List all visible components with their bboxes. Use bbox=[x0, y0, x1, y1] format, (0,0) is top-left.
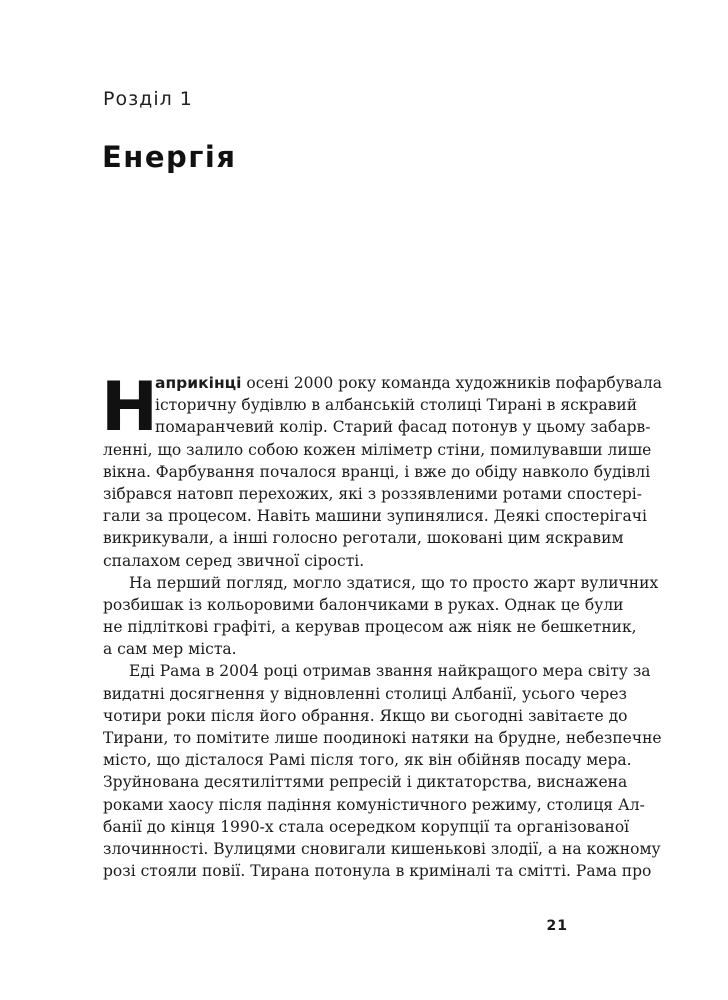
lead-word: априкінці bbox=[155, 374, 242, 392]
text-line: Тирани, то помітите лише поодинокі натяки на брудне, небезпечне bbox=[103, 729, 662, 747]
text-line: вікна. Фарбування почалося вранці, і вже до обіду навколо будівлі bbox=[103, 462, 651, 481]
text-line: розі стояли повії. Тирана потонула в криміналі та смітті. Рама про bbox=[103, 862, 652, 881]
text-line: місто, що дісталося Рамі після того, як він обійняв посаду мера. bbox=[103, 751, 632, 770]
text-line: злочинності. Вулицями сновигали кишенькові злодії, а на кожному bbox=[103, 839, 661, 858]
text-line-content: осені 2000 року команда художників пофарбувала bbox=[241, 374, 662, 392]
text-line: гали за процесом. Навіть машини зупинялися. Деякі спостерігачі bbox=[103, 507, 647, 526]
text-line: спалахом серед звичної сірості. bbox=[103, 551, 365, 570]
text-line: не підліткові графіті, а керував процесом аж ніяк не бешкетник, bbox=[103, 618, 637, 637]
text-line bbox=[103, 372, 662, 394]
text-line: зібрався натовп перехожих, які з роззявленими ротами спостері- bbox=[103, 484, 643, 503]
text-line: викрикували, а інші голосно реготали, шоковані цим яскравим bbox=[103, 529, 624, 548]
chapter-label: Розділ 1 bbox=[103, 88, 193, 110]
text-line: банії до кінця 1990-х стала осередком корупції та організованої bbox=[103, 817, 630, 836]
text-line: помаранчевий колір. Старий фасад потонув у цьому забарв- bbox=[155, 418, 651, 437]
text-line: Зруйнована десятиліттями репресій і диктаторства, виснажена bbox=[103, 773, 628, 792]
text-line: історичну будівлю в албанській столиці Тирані в яскравий bbox=[155, 396, 638, 415]
drop-cap: Н bbox=[101, 368, 158, 447]
text-line: роками хаосу після падіння комуністичного режиму, столиця Ал- bbox=[103, 795, 645, 814]
text-line: розбишак із кольоровими балончиками в руках. Однак це були bbox=[103, 595, 624, 614]
text-line: видатні досягнення у відновленні столиці Албанії, усього через bbox=[103, 684, 627, 703]
body-text bbox=[101, 368, 662, 882]
text-line: а сам мер міста. bbox=[103, 640, 237, 659]
chapter-title: Енергія bbox=[102, 140, 237, 174]
text-line: На перший погляд, могло здатися, що то просто жарт вуличних bbox=[129, 573, 659, 592]
page-number: 21 bbox=[546, 918, 568, 934]
text-line: ленні, що залило собою кожен міліметр стіни, помилувавши лише bbox=[103, 440, 652, 459]
text-line: чотири роки після його обрання. Якщо ви сьогодні завітаєте до bbox=[103, 706, 628, 725]
text-line: Еді Рама в 2004 році отримав звання найкращого мера світу за bbox=[129, 662, 651, 681]
